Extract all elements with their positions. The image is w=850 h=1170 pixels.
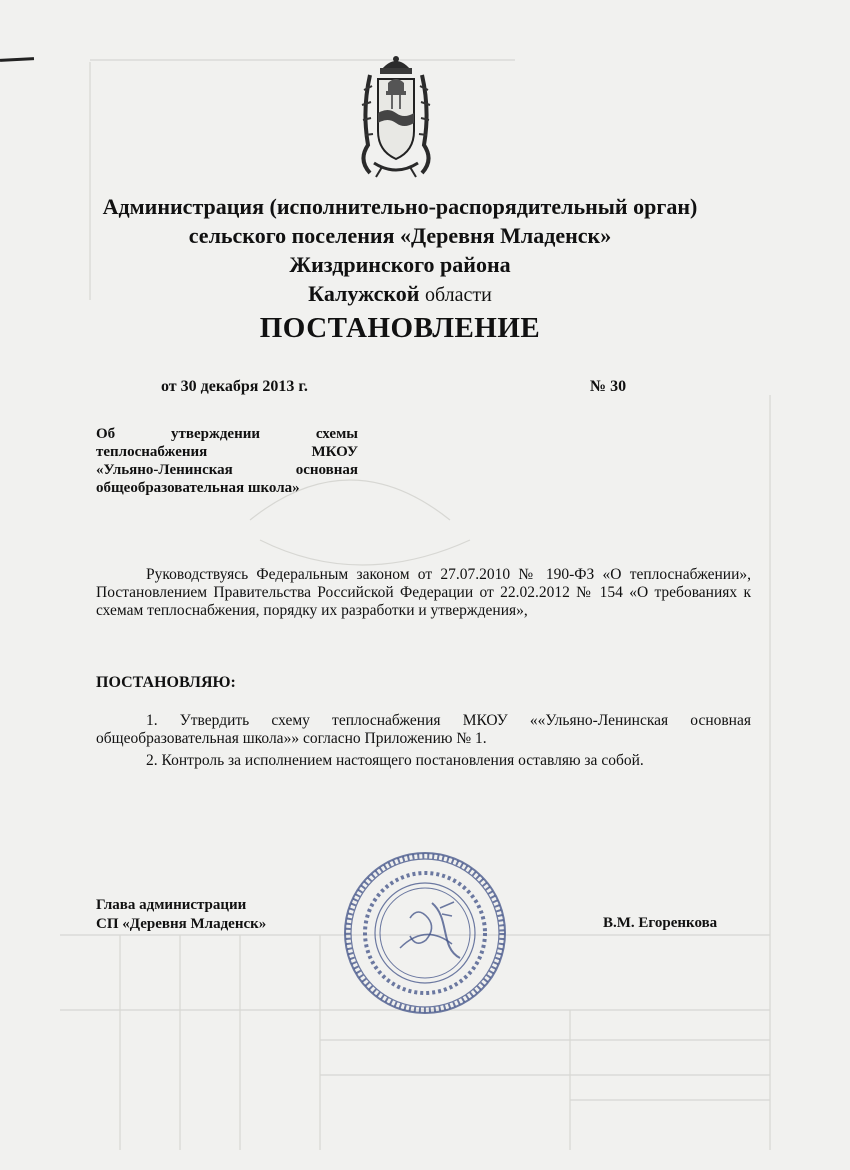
resolution-item-1: 1. Утвердить схему теплоснабжения МКОУ ««Ульяно-Ленинская основная общеобразовательная школа»» согласно Приложению № 1. (96, 712, 751, 747)
document-number: № 30 (590, 378, 627, 395)
region-word: области (424, 284, 492, 306)
region-name: Калужской (308, 281, 420, 306)
subject-line-2: теплоснабжения МКОУ (96, 444, 358, 460)
coat-of-arms-emblem (348, 55, 444, 180)
signatory-position (96, 896, 266, 934)
subject-line-3: «Ульяно-Ленинская основная (96, 462, 358, 478)
signatory-position-line-2: СП «Деревня Младенск» (96, 916, 267, 932)
resolution-item-2: 2. Контроль за исполнением настоящего постановления оставляю за собой. (146, 752, 644, 769)
authority-line-4 (40, 279, 760, 310)
authority-line-1: Администрация (исполнительно-распорядительный орган) (102, 194, 698, 219)
resolve-heading: ПОСТАНОВЛЯЮ: (96, 674, 236, 691)
document-date: от 30 декабря 2013 г. (161, 378, 308, 395)
authority-line-3: Жиздринского района (289, 252, 511, 277)
document-subject (96, 425, 358, 497)
subject-line-1: Об утверждении схемы (96, 426, 358, 442)
subject-line-4: общеобразовательная школа» (96, 480, 300, 496)
scan-edge-mark (0, 57, 34, 62)
authority-title (40, 192, 760, 310)
document-type-heading: ПОСТАНОВЛЕНИЕ (259, 312, 541, 344)
official-seal-stamp (340, 848, 510, 1018)
preamble-paragraph: Руководствуясь Федеральным законом от 27.07.2010 № 190-ФЗ «О теплоснабжении», Постановлением Правительства Российской Федерации от 22.02.2012 № 154 «О требованиях к схемам теплоснабжения, порядку их разработки и утверждения», (96, 566, 751, 619)
authority-line-2: сельского поселения «Деревня Младенск» (188, 223, 612, 248)
signatory-position-line-1: Глава администрации (96, 897, 247, 913)
signatory-name: В.М. Егоренкова (603, 915, 718, 931)
